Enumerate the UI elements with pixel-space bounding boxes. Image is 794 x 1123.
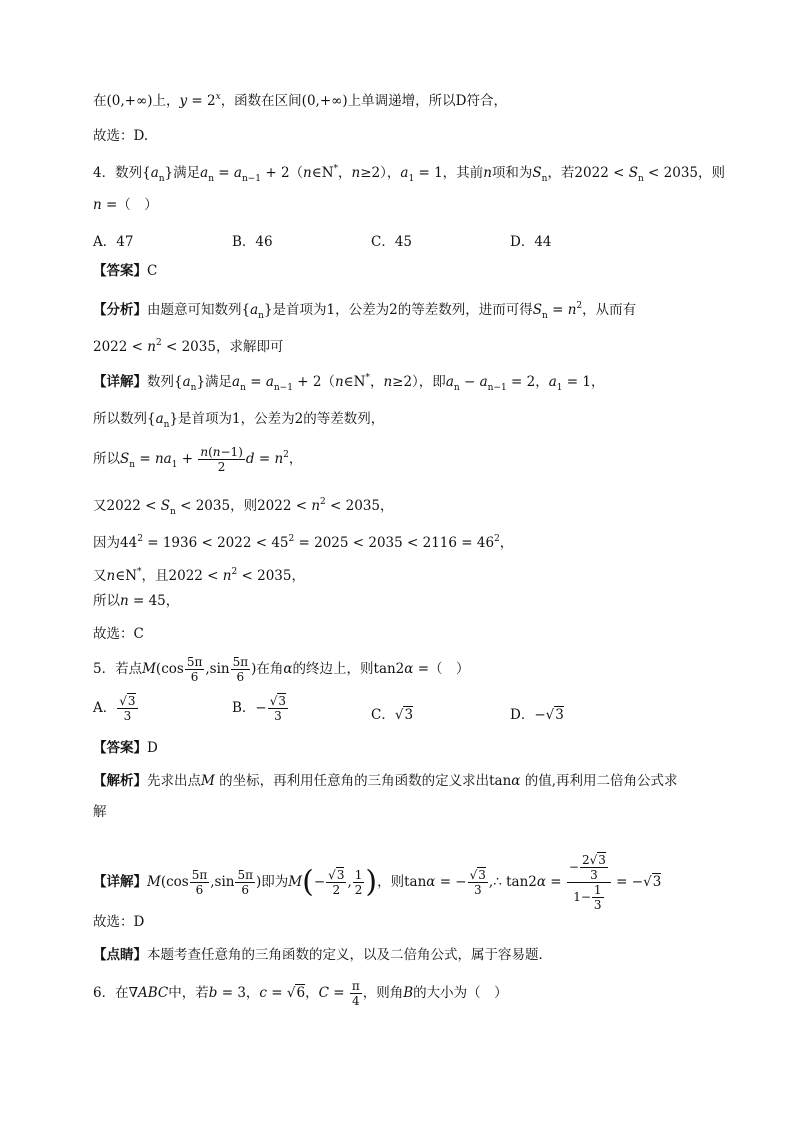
analysis-tag: 【分析】 <box>93 302 147 318</box>
q5-option-d: D．−√3 <box>510 707 564 723</box>
q4-detail-line7: 所以n = 45， <box>93 593 180 609</box>
q3-answer-line: 故选：D. <box>93 128 149 144</box>
q5-choose: 故选：D <box>93 914 145 930</box>
q5-analysis-line2: 解 <box>93 804 107 820</box>
q4-option-c: C．45 <box>371 234 413 250</box>
q4-detail-line1: 【详解】数列$\{a_n\}$满足$a_n = a_{n-1}$ + 2（n∈N*，n≥2），即$a_n - a_{n-1} = 2$，$a_1 = 1$， <box>93 373 605 393</box>
q6-stem: 6．在∇ABC中，若b = 3，c = √6，C = $\frac{\pi}{4}$ ，则角B的大小为（ ） <box>93 979 508 1008</box>
answer-tag: 【答案】 <box>93 740 147 756</box>
q4-answer: C <box>147 263 158 279</box>
q4-detail-line3: 所以$S_n = na_1$ + $\frac{n(n-1)}{2}$ $d = n^2$， <box>93 445 303 474</box>
q4-stem-line1: 4．数列$\{a_n\}$满足$a_n = a_{n-1}$ + 2（n∈N*，n≥2），$a_1 = 1$，其前n项和为$S_n$，若$2022 < S_n < 2035$，则 <box>93 164 726 184</box>
q5-option-b: B．− $\frac{√3}{3}$ <box>232 694 287 723</box>
analysis-tag: 【解析】 <box>93 773 147 789</box>
q4-detail-line6: 又n∈N*，且$2022 < n^2 < 2035$， <box>93 567 305 584</box>
q4-analysis-line2: $2022 < n^2 < 2035$，求解即可 <box>93 338 284 355</box>
q4-option-a: A．47 <box>93 234 134 250</box>
comment-tag: 【点睛】 <box>93 947 147 963</box>
detail-tag: 【详解】 <box>93 374 147 390</box>
q4-analysis-line1: 【分析】由题意可知数列$\{a_n\}$是首项为1，公差为2的等差数列，进而可得$S_n = n^2$，从而有 <box>93 301 637 321</box>
q5-stem: 5．若点M(cos $\frac{5\pi}{6}$ ,sin $\frac{5\pi}{6}$ )在角α的终边上，则tan2α =（ ） <box>93 655 470 684</box>
q4-detail-line4: 又$2022 < S_n < 2035$，则$2022 < n^2 < 2035$， <box>93 497 394 517</box>
q4-detail-line5: 因为$44^2 = 1936 < 2022 < 45^2 = 2025 < 2035 < 2116 = 46^2$， <box>93 534 514 551</box>
q4-option-d: D．44 <box>510 234 552 250</box>
answer-tag: 【答案】 <box>93 263 147 279</box>
q4-detail-line2: 所以数列$\{a_n\}$是首项为1，公差为2的等差数列， <box>93 411 385 430</box>
q4-choose: 故选：C <box>93 626 144 642</box>
q5-answer-line <box>93 739 158 757</box>
q4-stem-line2: n =（ ） <box>93 197 158 213</box>
q4-option-b: B．46 <box>232 234 273 250</box>
q5-comment: 【点睛】本题考查任意角的三角函数的定义，以及二倍角公式，属于容易题． <box>93 947 552 963</box>
q3-condition-line: 在(0,+∞)上，$y = 2^x$，函数在区间(0,+∞)上单调递增，所以D符合， <box>93 92 507 109</box>
detail-tag: 【详解】 <box>93 874 147 890</box>
q4-answer-line <box>93 262 157 280</box>
q5-option-a: A． $\frac{√3}{3}$ <box>93 694 136 723</box>
q5-analysis-line1: 【解析】先求出点M 的坐标，再利用任意角的三角函数的定义求出tanα 的值,再利用二倍角公式求 <box>93 773 678 789</box>
q5-detail: 【详解】M(cos $\frac{5\pi}{6}$ ,sin $\frac{5\pi}{6}$ )即为M(− $\frac{√3}{2}$ , $\frac{1}{2}$ )，则tanα = − $\frac{√3}{3}$ ,∴ tan2α = − $\frac{2√3}{3}$ 1− $\frac{1}{3}$ = −√3 <box>93 853 662 912</box>
q5-answer: D <box>147 740 158 756</box>
q5-option-c: C．√3 <box>371 707 414 723</box>
